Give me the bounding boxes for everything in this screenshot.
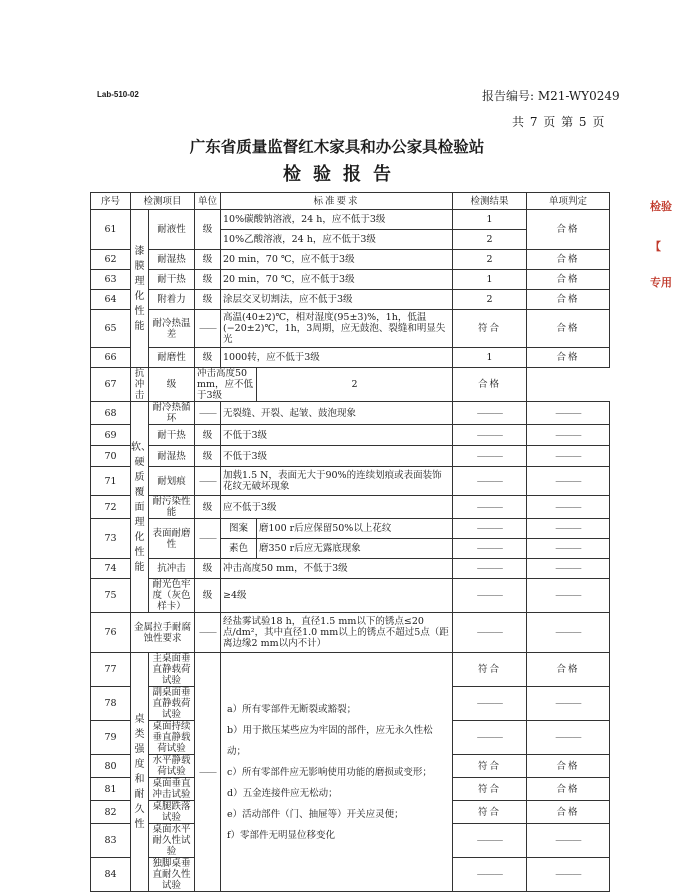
page-info: 共 7 页 第 5 页: [512, 115, 606, 129]
row-item: 耐湿热: [149, 446, 195, 467]
row-unit: 级: [195, 496, 221, 519]
desk-requirement: f）零部件无明显位移变化: [227, 829, 336, 841]
row-unit: ——: [195, 653, 221, 892]
table-row: [91, 613, 610, 653]
row-no: 81: [91, 778, 131, 801]
group-label-soft-hard: 软、硬质覆面理化性能: [131, 402, 149, 613]
row-no: 83: [91, 824, 131, 858]
header-seq: 序号: [91, 193, 131, 210]
row-unit: 级: [149, 368, 195, 402]
row-result: ———: [453, 613, 527, 653]
row-verdict: ———: [527, 539, 610, 559]
row-no: 82: [91, 801, 131, 824]
desk-requirement: b）用于揿压某些应为牢固的部件，应无永久性松动；: [227, 724, 433, 757]
row-item: 抗冲击: [149, 559, 195, 579]
row-unit: ——: [195, 613, 221, 653]
row-result: ———: [453, 496, 527, 519]
row-unit: ——: [195, 310, 221, 348]
row-requirement: 不低于3级: [221, 446, 453, 467]
row-verdict: ———: [527, 559, 610, 579]
row-item: 耐污染性能: [149, 496, 195, 519]
row-item: 主桌面垂直静载荷试验: [149, 653, 195, 687]
row-no: 68: [91, 402, 131, 425]
group-label-desk: 桌类强度和耐久性: [131, 653, 149, 892]
row-result: 符合: [453, 310, 527, 348]
row-result: 2: [453, 250, 527, 270]
row-no: 67: [91, 368, 131, 402]
row-item: 耐干热: [149, 270, 195, 290]
row-result: 符合: [453, 755, 527, 778]
row-item: 桌面垂直冲击试验: [149, 778, 195, 801]
row-verdict: ———: [527, 721, 610, 755]
row-result: ———: [453, 824, 527, 858]
row-verdict: ———: [527, 579, 610, 613]
organization-name: 广东省质量监督红木家具和办公家具检验站: [189, 137, 485, 156]
row-requirement: 10%碳酸钠溶液，24 h，应不低于3级: [221, 210, 453, 230]
row-no: 64: [91, 290, 131, 310]
row-requirement: 涂层交叉切割法，应不低于3级: [221, 290, 453, 310]
test-results-table: [90, 192, 610, 892]
header-item: 检测项目: [131, 193, 195, 210]
table-row: [91, 270, 610, 290]
row-requirement: 冲击高度50 mm，不低于3级: [221, 559, 453, 579]
table-row: [91, 290, 610, 310]
row-requirement: 磨350 r后应无露底现象: [257, 539, 453, 559]
row-no: 73: [91, 519, 131, 559]
row-no: 76: [91, 613, 131, 653]
row-result: 2: [257, 368, 453, 402]
table-row: [91, 250, 610, 270]
row-result: ———: [453, 858, 527, 892]
row-item: 金属拉手耐腐蚀性要求: [131, 613, 195, 653]
row-item: 表面耐磨性: [149, 519, 195, 559]
row-no: 61: [91, 210, 131, 250]
row-verdict: 合格: [527, 801, 610, 824]
group-label-coating: 漆膜理化性能: [131, 210, 149, 368]
table-row: [91, 348, 610, 368]
row-unit: 级: [195, 425, 221, 446]
row-requirement: 冲击高度50 mm，应不低于3级: [195, 368, 257, 402]
row-no: 71: [91, 467, 131, 496]
row-item: 桌面水平耐久性试验: [149, 824, 195, 858]
row-requirement: 10%乙酸溶液，24 h，应不低于3级: [221, 230, 453, 250]
row-result: ———: [453, 579, 527, 613]
row-verdict: ———: [527, 402, 610, 425]
row-result: ———: [453, 425, 527, 446]
seal-fragment: 专用: [650, 276, 672, 289]
row-verdict: 合格: [527, 270, 610, 290]
row-result: ———: [453, 721, 527, 755]
row-result: ———: [453, 402, 527, 425]
table-row: [91, 579, 610, 613]
row-verdict: 合格: [527, 290, 610, 310]
row-no: 74: [91, 559, 131, 579]
seal-fragment: 【: [650, 240, 661, 253]
row-item: 耐干热: [149, 425, 195, 446]
row-no: 80: [91, 755, 131, 778]
row-result: 1: [453, 210, 527, 230]
row-verdict: ———: [527, 425, 610, 446]
row-item: 耐划痕: [149, 467, 195, 496]
row-result: 2: [453, 230, 527, 250]
table-row: [91, 467, 610, 496]
desk-requirement: e）活动部件（门、抽屉等）开关应灵便；: [227, 808, 404, 820]
row-verdict: ———: [527, 858, 610, 892]
row-verdict: 合格: [527, 778, 610, 801]
row-unit: 级: [195, 250, 221, 270]
row-requirement: 应不低于3级: [221, 496, 453, 519]
table-row: [91, 446, 610, 467]
row-requirement: ≥4级: [221, 579, 453, 613]
row-result: ———: [453, 687, 527, 721]
row-verdict: ———: [527, 496, 610, 519]
row-unit: ——: [195, 467, 221, 496]
row-item: 抗冲击: [131, 368, 149, 402]
row-no: 65: [91, 310, 131, 348]
row-no: 84: [91, 858, 131, 892]
desk-requirement: a）所有零部件无断裂或豁裂；: [227, 703, 357, 715]
row-verdict: 合格: [527, 250, 610, 270]
desk-requirement-list: [221, 653, 453, 892]
row-result: ———: [453, 446, 527, 467]
row-sub-label: 素色: [221, 539, 257, 559]
row-requirement: 高温(40±2)℃，相对湿度(95±3)%，1h，低温(−20±2)℃，1h，3周期，应无鼓泡、裂缝和明显失光: [221, 310, 453, 348]
row-unit: 级: [195, 270, 221, 290]
row-verdict: 合格: [527, 755, 610, 778]
table-row: [91, 310, 610, 348]
row-sub-label: 图案: [221, 519, 257, 539]
row-item: 耐液性: [149, 210, 195, 250]
row-unit: 级: [195, 446, 221, 467]
row-no: 77: [91, 653, 131, 687]
row-item: 水平静载荷试验: [149, 755, 195, 778]
header-requirement: 标准要求: [221, 193, 453, 210]
row-verdict: 合格: [527, 653, 610, 687]
row-no: 72: [91, 496, 131, 519]
row-no: 63: [91, 270, 131, 290]
row-verdict: 合格: [527, 210, 610, 250]
row-result: ———: [453, 519, 527, 539]
seal-fragment: 检验: [650, 200, 672, 213]
row-verdict: 合格: [527, 348, 610, 368]
table-row: [91, 210, 610, 230]
row-no: 69: [91, 425, 131, 446]
row-verdict: ———: [527, 824, 610, 858]
header-unit: 单位: [195, 193, 221, 210]
row-unit: 级: [195, 559, 221, 579]
desk-requirement: d）五金连接件应无松动；: [227, 787, 338, 799]
row-item: 附着力: [149, 290, 195, 310]
row-requirement: 无裂缝、开裂、起皱、鼓泡现象: [221, 402, 453, 425]
row-verdict: 合格: [453, 368, 527, 402]
row-item: 耐光色牢度（灰色样卡）: [149, 579, 195, 613]
lab-code: Lab-510-02: [97, 90, 139, 99]
row-requirement: 经盐雾试验18 h，直径1.5 mm以下的锈点≤20点/dm²，其中直径1.0 mm以上的锈点不超过5点（距离边缘2 mm以内不计）: [221, 613, 453, 653]
row-unit: 级: [195, 579, 221, 613]
row-result: 2: [453, 290, 527, 310]
row-item: 桌腿跌落试验: [149, 801, 195, 824]
row-item: 副桌面垂直静载荷试验: [149, 687, 195, 721]
header-result: 检测结果: [453, 193, 527, 210]
row-unit: 级: [195, 348, 221, 368]
row-result: 符合: [453, 778, 527, 801]
row-verdict: ———: [527, 613, 610, 653]
row-unit: 级: [195, 290, 221, 310]
row-no: 66: [91, 348, 131, 368]
table-header-row: [91, 193, 610, 210]
row-item: 耐冷热温差: [149, 310, 195, 348]
row-verdict: ———: [527, 467, 610, 496]
row-result: 1: [453, 270, 527, 290]
row-result: ———: [453, 539, 527, 559]
row-requirement: 20 min，70 ℃，应不低于3级: [221, 270, 453, 290]
row-requirement: 1000转，应不低于3级: [221, 348, 453, 368]
row-item: 独脚桌垂直耐久性试验: [149, 858, 195, 892]
row-requirement: 加载1.5 N，表面无大于90%的连续划痕或表面装饰花纹无破坏现象: [221, 467, 453, 496]
table-row: [91, 425, 610, 446]
row-requirement: 20 min，70 ℃，应不低于3级: [221, 250, 453, 270]
row-unit: 级: [195, 210, 221, 250]
row-result: 符合: [453, 801, 527, 824]
row-result: ———: [453, 467, 527, 496]
row-no: 79: [91, 721, 131, 755]
row-item: 耐磨性: [149, 348, 195, 368]
table-row: [91, 559, 610, 579]
row-no: 75: [91, 579, 131, 613]
row-result: 符合: [453, 653, 527, 687]
table-row: [91, 653, 610, 687]
row-verdict: ———: [527, 519, 610, 539]
row-item: 耐湿热: [149, 250, 195, 270]
row-item: 耐冷热循环: [149, 402, 195, 425]
document-title: 检验报告: [283, 164, 403, 185]
report-number: 报告编号: M21-WY0249: [482, 89, 620, 103]
table-row: [91, 402, 610, 425]
row-item: 桌面持续垂直静载荷试验: [149, 721, 195, 755]
table-row: [91, 368, 610, 402]
row-no: 70: [91, 446, 131, 467]
row-unit: ——: [195, 402, 221, 425]
row-requirement: 磨100 r后应保留50%以上花纹: [257, 519, 453, 539]
row-verdict: ———: [527, 446, 610, 467]
row-unit: ——: [195, 519, 221, 559]
row-verdict: 合格: [527, 310, 610, 348]
row-result: 1: [453, 348, 527, 368]
header-verdict: 单项判定: [527, 193, 610, 210]
row-no: 62: [91, 250, 131, 270]
row-no: 78: [91, 687, 131, 721]
table-row: [91, 519, 610, 539]
row-verdict: ———: [527, 687, 610, 721]
table-row: [91, 496, 610, 519]
desk-requirement: c）所有零部件应无影响使用功能的磨损或变形；: [227, 766, 432, 778]
row-requirement: 不低于3级: [221, 425, 453, 446]
row-result: ———: [453, 559, 527, 579]
